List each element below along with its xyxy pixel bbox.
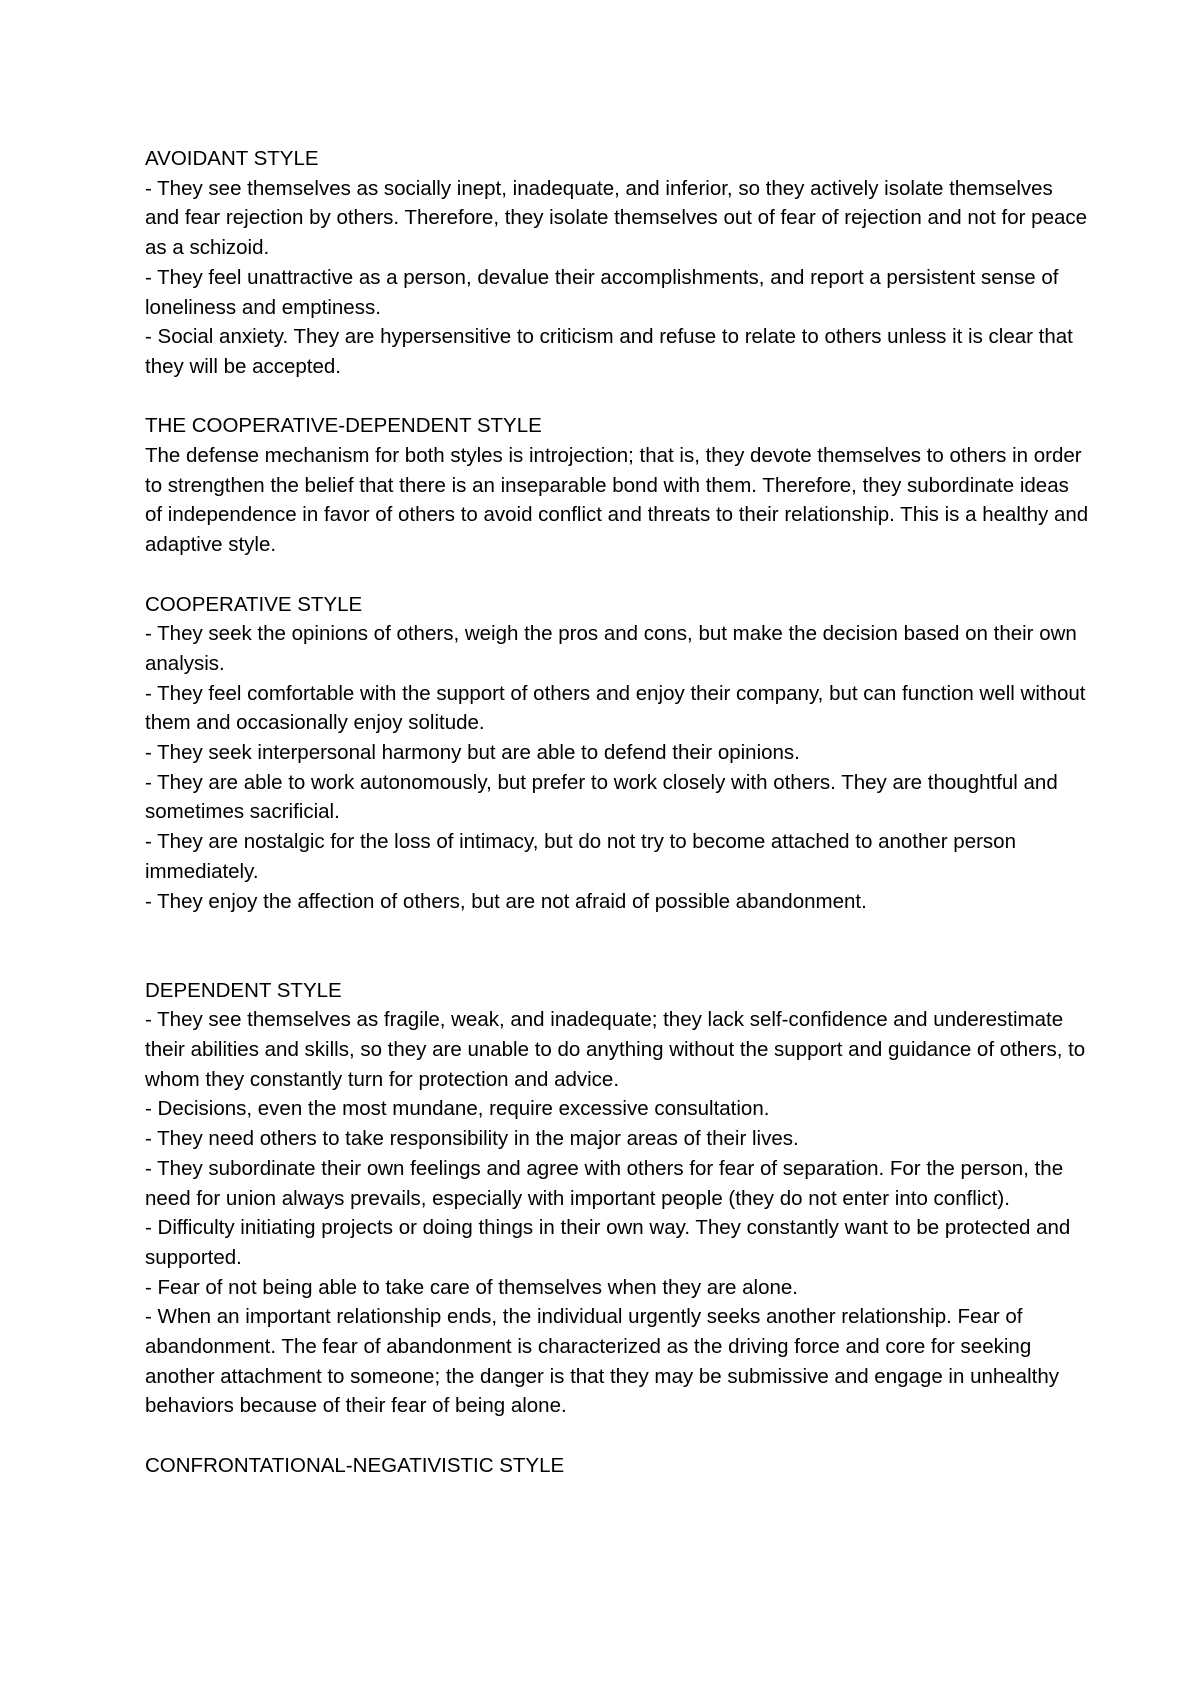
bullet-line: - Fear of not being able to take care of themselves when they are alone. (145, 1275, 798, 1299)
section-heading: COOPERATIVE STYLE (145, 592, 363, 616)
bullet-line: - They need others to take responsibility in the major areas of their lives. (145, 1127, 799, 1151)
bullet-line: - Social anxiety. They are hypersensitive to criticism and refuse to relate to others unless it is clear that they will be accepted. (145, 325, 1073, 378)
section-confrontational-negativistic-style (145, 1451, 1090, 1481)
section-avoidant-style (145, 144, 1090, 382)
bullet-line: - They seek the opinions of others, weigh the pros and cons, but make the decision based on their own analysis. (145, 622, 1077, 675)
bullet-line: - Decisions, even the most mundane, require excessive consultation. (145, 1097, 770, 1121)
bullet-line: - Difficulty initiating projects or doing things in their own way. They constantly want to be protected and supported. (145, 1216, 1071, 1269)
section-heading: AVOIDANT STYLE (145, 147, 319, 170)
bullet-line: - They subordinate their own feelings and agree with others for fear of separation. For the person, the need for union always prevails, especially with important people (they do not enter into conflict). (145, 1156, 1064, 1210)
document-page (145, 144, 1090, 1510)
bullet-line: - They feel unattractive as a person, devalue their accomplishments, and report a persistent sense of loneliness and emptiness. (145, 265, 1059, 319)
body-paragraph: The defense mechanism for both styles is introjection; that is, they devote themselves to others in order to strengthen the belief that there is an inseparable bond with them. Therefore, they subordinate ideas of independence in favor of others to avoid conflict and threats to their relationship. This is a healthy and adaptive style. (145, 444, 1089, 557)
bullet-line: - They are nostalgic for the loss of intimacy, but do not try to become attached to another person immediately. (145, 830, 1016, 883)
bullet-line: - They see themselves as fragile, weak, and inadequate; they lack self-confidence and underestimate their abilities and skills, so they are unable to do anything without the support and guidance of others, to whom they constantly turn for protection and advice. (145, 1008, 1086, 1091)
section-cooperative-dependent-style (145, 411, 1090, 560)
section-heading: THE COOPERATIVE-DEPENDENT STYLE (145, 414, 542, 438)
section-heading: DEPENDENT STYLE (145, 978, 342, 1002)
section-heading: CONFRONTATIONAL-NEGATIVISTIC STYLE (145, 1453, 565, 1477)
bullet-line: - They feel comfortable with the support of others and enjoy their company, but can function well without them and occasionally enjoy solitude. (145, 681, 1086, 735)
bullet-line: - They seek interpersonal harmony but are able to defend their opinions. (145, 741, 800, 765)
bullet-line: - When an important relationship ends, the individual urgently seeks another relationship. Fear of abandonment. The fear of abandonment is characterized as the driving force and core for seeking another attachment to someone; the danger is that they may be submissive and engage in unhealthy behaviors because of their fear of being alone. (145, 1305, 1059, 1418)
bullet-line: - They enjoy the affection of others, but are not afraid of possible abandonment. (145, 889, 867, 913)
bullet-line: - They see themselves as socially inept, inadequate, and inferior, so they actively isolate themselves and fear rejection by others. Therefore, they isolate themselves out of fear of rejection and not for peace as a schizoid. (145, 176, 1088, 260)
section-cooperative-style (145, 590, 1090, 917)
section-dependent-style (145, 976, 1090, 1422)
bullet-line: - They are able to work autonomously, but prefer to work closely with others. They are thoughtful and sometimes sacrificial. (145, 770, 1058, 824)
